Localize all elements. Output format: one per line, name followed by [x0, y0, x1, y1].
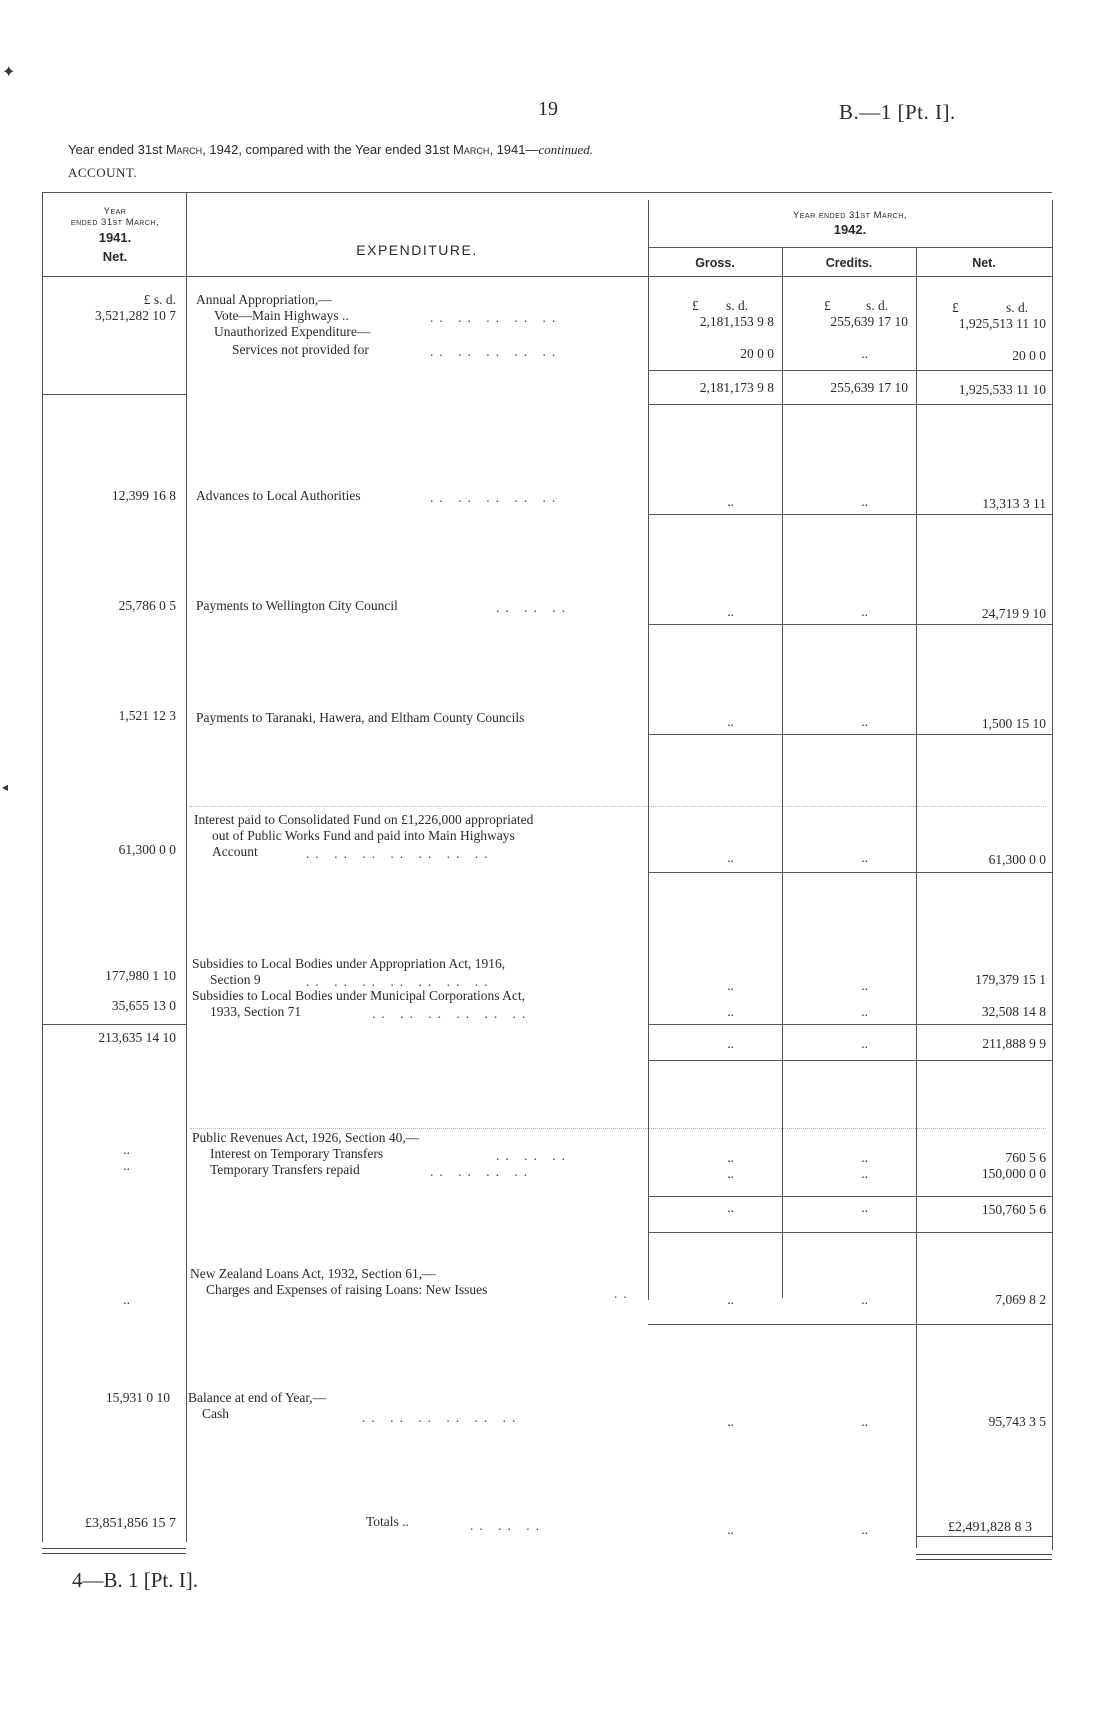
prev-value: 12,399 16 8 [111, 488, 176, 503]
net-subtotal: 1,925,533 11 10 [958, 382, 1046, 397]
page-footer: 4—B. 1 [Pt. I]. [72, 1568, 198, 1592]
subtitle-part: , 1941— [489, 142, 539, 157]
prev-value: .. [123, 1142, 130, 1157]
credits-value: .. [861, 978, 868, 993]
gross-value: .. [727, 494, 734, 509]
corner-mark: ✦ [2, 64, 16, 81]
leader-dots: .. .. .. .. .. .. [372, 1006, 532, 1021]
subtitle-month: March [165, 142, 203, 157]
guide-line [190, 806, 1046, 807]
credits-total: .. [861, 1200, 868, 1215]
subtitle-month: March [453, 142, 490, 157]
row-label: 1933, Section 71 [210, 1004, 302, 1019]
credits-value: .. [861, 1004, 868, 1019]
totals-double-rule [916, 1554, 1052, 1560]
credits-value: .. [861, 850, 868, 865]
subtitle-part: , 1942, compared with the Year ended 31st [202, 142, 450, 157]
prev-value: 3,521,282 10 7 [95, 308, 176, 323]
leader-dots: .. .. .. .. .. [430, 310, 562, 325]
credits-value: .. [861, 1414, 868, 1429]
net-value: 24,719 9 10 [981, 606, 1046, 621]
leader-dots: .. .. .. [496, 1148, 571, 1163]
totals-double-rule [42, 1548, 186, 1554]
gross-total: .. [727, 1036, 734, 1051]
net-value: 760 5 6 [1005, 1150, 1046, 1165]
row-label: Payments to Wellington City Council [196, 598, 398, 613]
leader-dots: .. .. .. [470, 1518, 545, 1533]
current-year-label: 1942. [833, 222, 867, 237]
credits-value: .. [861, 1292, 868, 1307]
leader-dots: .. .. .. .. .. .. .. [306, 974, 494, 989]
row-rule [648, 1024, 1052, 1025]
currency-label: s. d. [866, 298, 889, 313]
currency-label: £ s. d. [143, 292, 176, 307]
net-value: 13,313 3 11 [982, 496, 1046, 511]
row-label: Unauthorized Expenditure— [214, 324, 371, 339]
row-label: New Zealand Loans Act, 1932, Section 61,— [190, 1266, 436, 1281]
row-label: Subsidies to Local Bodies under Municipal Corporations Act, [192, 988, 525, 1003]
gross-value: .. [727, 714, 734, 729]
gross-total: .. [727, 1200, 734, 1215]
totals-label: Totals .. [366, 1514, 409, 1529]
gross-value: 20 0 0 [740, 346, 774, 361]
net-value: 1,925,513 11 10 [958, 316, 1046, 331]
prev-value: 1,521 12 3 [118, 708, 176, 723]
expenditure-header: EXPENDITURE. [356, 242, 478, 258]
credits-value: .. [861, 604, 868, 619]
leader-dots: .. .. .. .. .. .. [362, 1410, 522, 1425]
row-label: Subsidies to Local Bodies under Appropriation Act, 1916, [192, 956, 506, 971]
prev-net-label: Net. [102, 249, 128, 264]
prev-year-header [44, 206, 186, 228]
year-header-rule [648, 247, 1052, 248]
row-label: Interest paid to Consolidated Fund on £1,226,000 appropriated [194, 812, 534, 827]
prev-column-divider [186, 192, 187, 1542]
row-rule [648, 872, 1052, 873]
credits-header: Credits. [825, 256, 873, 270]
prev-header-line: ended 31st March, [70, 217, 160, 228]
gross-value: .. [727, 850, 734, 865]
gross-value: .. [727, 604, 734, 619]
net-value: 7,069 8 2 [995, 1292, 1046, 1307]
margin-mark: ◂ [2, 780, 9, 794]
row-rule [648, 1232, 1052, 1233]
leader-dots: .. .. .. .. .. [430, 490, 562, 505]
currency-label: £ [952, 300, 959, 315]
row-label: Cash [202, 1406, 229, 1421]
row-label: Public Revenues Act, 1926, Section 40,— [192, 1130, 420, 1145]
account-heading: ACCOUNT. [68, 165, 138, 180]
net-total: 150,760 5 6 [981, 1202, 1046, 1217]
page-number: 19 [538, 98, 558, 120]
currency-label: £ [692, 298, 699, 313]
guide-line [190, 1128, 1046, 1129]
row-rule [42, 1024, 186, 1025]
credits-subtotal: 255,639 17 10 [830, 380, 908, 395]
row-label: Charges and Expenses of raising Loans: New Issues [206, 1282, 488, 1297]
subtitle-part: Year ended 31st [68, 142, 163, 157]
page-subtitle [68, 142, 593, 158]
net-value: 150,000 0 0 [981, 1166, 1046, 1181]
net-total: 211,888 9 9 [982, 1036, 1046, 1051]
credits-column-right [916, 248, 917, 1548]
row-rule [648, 624, 1052, 625]
row-label: out of Public Works Fund and paid into Main Highways [212, 828, 515, 843]
prev-value: 177,980 1 10 [105, 968, 176, 983]
prev-header-line: Year [103, 206, 127, 217]
gross-value: .. [727, 1414, 734, 1429]
gross-value: .. [727, 1004, 734, 1019]
row-label: Advances to Local Authorities [196, 488, 361, 503]
currency-label: s. d. [726, 298, 749, 313]
credits-value: .. [861, 714, 868, 729]
row-rule [648, 1196, 1052, 1197]
gross-value: .. [727, 1166, 734, 1181]
net-grand-total: £2,491,828 8 3 [948, 1520, 1032, 1535]
prev-grand-total: £3,851,856 15 7 [85, 1516, 176, 1531]
row-label: Section 9 [210, 972, 261, 987]
credits-value: 255,639 17 10 [830, 314, 908, 329]
credits-value: .. [861, 494, 868, 509]
currency-label: £ [824, 298, 831, 313]
prev-value: 61,300 0 0 [118, 842, 176, 857]
currency-label: s. d. [1006, 300, 1029, 315]
row-rule [42, 394, 186, 395]
row-rule [648, 734, 1052, 735]
credits-total: .. [861, 1522, 868, 1537]
prev-year-label: 1941. [98, 230, 132, 245]
gross-column-right [782, 248, 783, 1298]
subtitle-continued: continued. [538, 142, 594, 157]
net-value: 32,508 14 8 [981, 1004, 1046, 1019]
row-rule [648, 514, 1052, 515]
row-label: Vote—Main Highways .. [214, 308, 349, 323]
gross-column-left [648, 200, 649, 1300]
document-reference: B.—1 [Pt. I]. [839, 100, 956, 124]
gross-value: .. [727, 978, 734, 993]
gross-value: 2,181,153 9 8 [699, 314, 774, 329]
credits-value: .. [861, 346, 868, 361]
net-value: 95,743 3 5 [988, 1414, 1046, 1429]
net-value: 1,500 15 10 [981, 716, 1046, 731]
row-rule [648, 1324, 1052, 1325]
row-label: Temporary Transfers repaid [210, 1162, 360, 1177]
table-top-rule [42, 192, 1052, 193]
leader-dots: .. [614, 1286, 633, 1301]
row-label: Annual Appropriation,— [196, 292, 332, 307]
row-label: Payments to Taranaki, Hawera, and Eltham County Councils [196, 710, 525, 725]
leader-dots: .. .. .. .. .. [430, 344, 562, 359]
row-label: Account [212, 844, 258, 859]
credits-value: .. [861, 1150, 868, 1165]
row-rule [916, 1536, 1052, 1537]
row-label: Services not provided for [232, 342, 369, 357]
leader-dots: .. .. .. .. .. .. .. [306, 846, 494, 861]
row-label: Interest on Temporary Transfers [210, 1146, 384, 1161]
prev-value: .. [123, 1158, 130, 1173]
net-value: 179,379 15 1 [975, 972, 1046, 987]
credits-value: .. [861, 1166, 868, 1181]
prev-total: 213,635 14 10 [98, 1030, 176, 1045]
gross-value: .. [727, 1292, 734, 1307]
row-rule [648, 1060, 1052, 1061]
row-rule [648, 370, 1052, 371]
gross-header: Gross. [695, 256, 735, 270]
prev-value: 15,931 0 10 [105, 1390, 170, 1405]
row-label: Balance at end of Year,— [188, 1390, 327, 1405]
leader-dots: .. .. .. .. [430, 1164, 534, 1179]
net-header: Net. [972, 256, 996, 270]
gross-total: .. [727, 1522, 734, 1537]
row-rule [648, 404, 1052, 405]
prev-value: .. [123, 1292, 130, 1307]
table-right-border [1052, 200, 1053, 1550]
gross-subtotal: 2,181,173 9 8 [699, 380, 774, 395]
leader-dots: .. .. .. [496, 600, 571, 615]
credits-total: .. [861, 1036, 868, 1051]
net-value: 20 0 0 [1012, 348, 1046, 363]
gross-value: .. [727, 1150, 734, 1165]
prev-value: 35,655 13 0 [111, 998, 176, 1013]
prev-value: 25,786 0 5 [118, 598, 176, 613]
current-year-header: Year ended 31st March, [792, 210, 908, 221]
header-bottom-rule [42, 276, 1052, 277]
net-value: 61,300 0 0 [988, 852, 1046, 867]
